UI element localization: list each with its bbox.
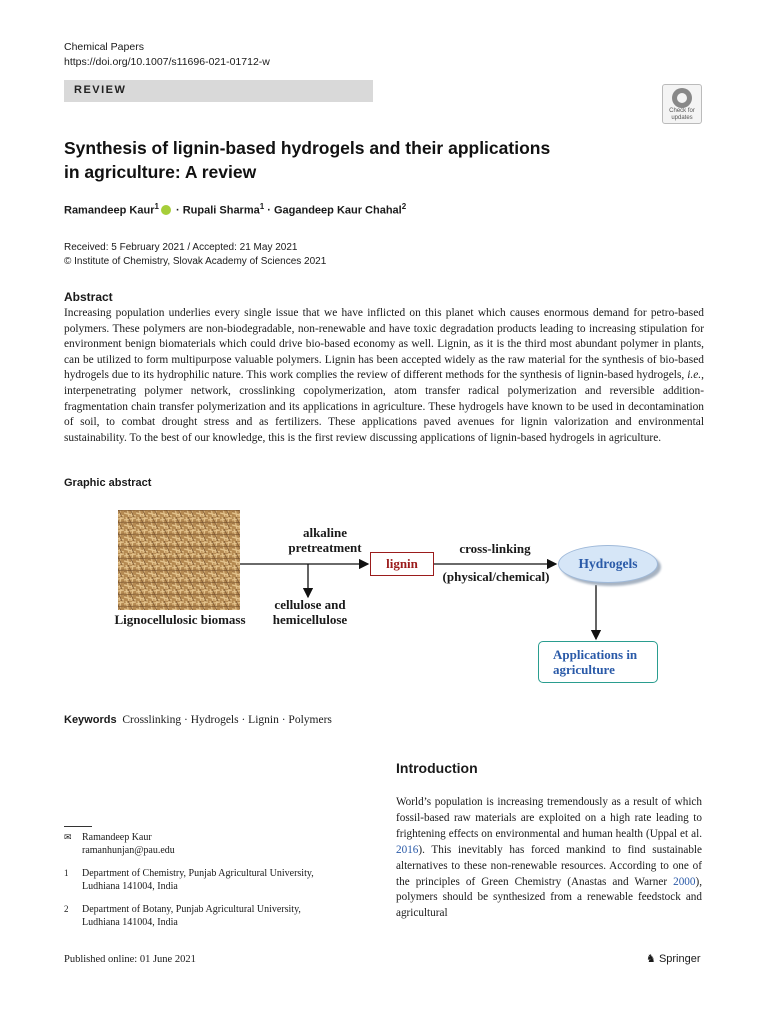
author-2-affil: 1 (259, 202, 265, 211)
author-sep: · (172, 204, 183, 217)
intro-part1: World’s population is increasing tremendously as a result of which fossil-based raw materials are exploited on a high rate leading to frightening effects on environmental and human health (Uppal et al. (396, 796, 702, 840)
pretreatment-line1: alkaline (302, 525, 348, 540)
hydrogels-oval: Hydrogels (558, 545, 658, 583)
graphic-abstract-heading: Graphic abstract (64, 477, 152, 489)
biomass-label: Lignocellulosic biomass (114, 612, 246, 627)
applications-line1: Applications in (553, 647, 638, 662)
applications-box (538, 641, 658, 683)
article-dates (64, 241, 326, 269)
published-date: Published online: 01 June 2021 (64, 954, 196, 965)
springer-icon: ♞ (646, 953, 656, 965)
citation-uppal[interactable]: 2016 (396, 843, 419, 856)
orcid-icon[interactable] (161, 205, 171, 215)
abstract-part2: , interpenetrating polymer network, crosslinking copolymerization, atom transfer radical polymerization and reversible addition-fragmentation chain transfer polymerization and its applications in agriculture. These hydrogels have known to be used in decontamination of soil, to combat drought stress and as fertilizers. These applications paved avenues for lignin valorization and environmental sustainability. To the best of our knowledge, this is the first review discussing applications of lignin-based hydrogels in agriculture. (64, 369, 704, 444)
received-accepted: Received: 5 February 2021 / Accepted: 21 May 2021 (64, 242, 298, 253)
graphic-abstract (100, 505, 670, 695)
affiliation-2-line2: Ludhiana 141004, India (82, 917, 178, 928)
corr-name: Ramandeep Kaur (82, 832, 152, 843)
section-bar (64, 80, 373, 102)
abstract-ie: i.e. (687, 369, 702, 382)
affiliation-1-line1: Department of Chemistry, Punjab Agricultural University, (82, 868, 314, 879)
keywords (64, 714, 332, 726)
pretreatment-line2: pretreatment (288, 540, 362, 555)
publisher-logo (646, 952, 701, 965)
author-2[interactable]: Rupali Sharma (182, 204, 260, 217)
update-icon (672, 88, 692, 108)
corresponding-author (64, 831, 354, 857)
journal-name: Chemical Papers (64, 41, 144, 53)
physical-chemical-label: (physical/chemical) (442, 569, 550, 584)
badge-line1: Check for (669, 108, 695, 114)
author-1[interactable]: Ramandeep Kaur (64, 204, 155, 217)
biomass-photo (118, 510, 240, 610)
title-line2: in agriculture: A review (64, 162, 257, 182)
lignin-box: lignin (370, 552, 434, 576)
publisher-name: Springer (658, 953, 701, 965)
applications-line2: agriculture (553, 662, 615, 677)
author-3-affil: 2 (401, 202, 407, 211)
author-1-affil: 1 (154, 202, 159, 211)
keywords-list: Crosslinking · Hydrogels · Lignin · Polymers (122, 714, 332, 726)
citation-anastas[interactable]: 2000 (673, 875, 696, 888)
pretreatment-label (260, 525, 390, 555)
author-sep: · (264, 204, 274, 217)
author-list (64, 202, 406, 217)
affiliation-2-line1: Department of Botany, Punjab Agricultural University, (82, 904, 301, 915)
title-line1: Synthesis of lignin-based hydrogels and their applications (64, 138, 551, 158)
doi-link[interactable]: https://doi.org/10.1007/s11696-021-01712-w (64, 56, 270, 68)
affiliation-1-line2: Ludhiana 141004, India (82, 881, 178, 892)
affiliation-1 (64, 867, 354, 893)
abstract-text (64, 306, 704, 446)
affiliation-1-mark: 1 (64, 868, 69, 878)
intro-part3: ), polymers should be synthesized from a renewable feedstock and agricultural (396, 875, 702, 920)
affiliation-2 (64, 903, 354, 929)
check-for-updates-badge[interactable] (662, 84, 702, 124)
cellulose-line1: cellulose and (274, 597, 346, 612)
section-label: REVIEW (74, 84, 127, 96)
cellulose-line2: hemicellulose (272, 612, 348, 627)
copyright: © Institute of Chemistry, Slovak Academy of Sciences 2021 (64, 256, 327, 267)
footnote-rule (64, 826, 92, 827)
journal-info (64, 40, 270, 70)
author-3[interactable]: Gagandeep Kaur Chahal (273, 204, 402, 217)
cellulose-label (260, 597, 360, 627)
footnotes (64, 831, 354, 939)
envelope-icon: ✉ (64, 832, 72, 842)
corr-email[interactable]: ramanhunjan@pau.edu (82, 845, 175, 856)
badge-line2: updates (671, 115, 693, 121)
crosslinking-label: cross-linking (459, 541, 531, 556)
abstract-heading: Abstract (64, 290, 113, 304)
article-title (64, 136, 624, 184)
abstract-part1: Increasing population underlies every single issue that we have inflicted on this planet which causes enormous demand for petro-based polymers. These polymers are non-biodegradable, non-renewable and have toxic degradation products leading to increasing stipulation for environment benign biomaterials which could drive bio-based economy as well. Lignin, as it is the third most abundant polymer in plants, can be utilized to form multipurpose valuable polymers. Lignin has been accepted widely as the raw material for the synthesis of bio-based hydrogels due to its hydrophilic nature. This work complies the review of different methods for the synthesis of lignin-based hydrogels, (64, 307, 704, 382)
introduction-text (396, 795, 702, 922)
intro-part2: ). This inevitably has forced mankind to find sustainable alternatives to these non-renewable resources. According to one of the principles of Green Chemistry (Anastas and Warner (396, 843, 702, 888)
affiliation-2-mark: 2 (64, 904, 69, 914)
keywords-label: Keywords (64, 714, 117, 726)
introduction-heading: Introduction (396, 760, 478, 776)
